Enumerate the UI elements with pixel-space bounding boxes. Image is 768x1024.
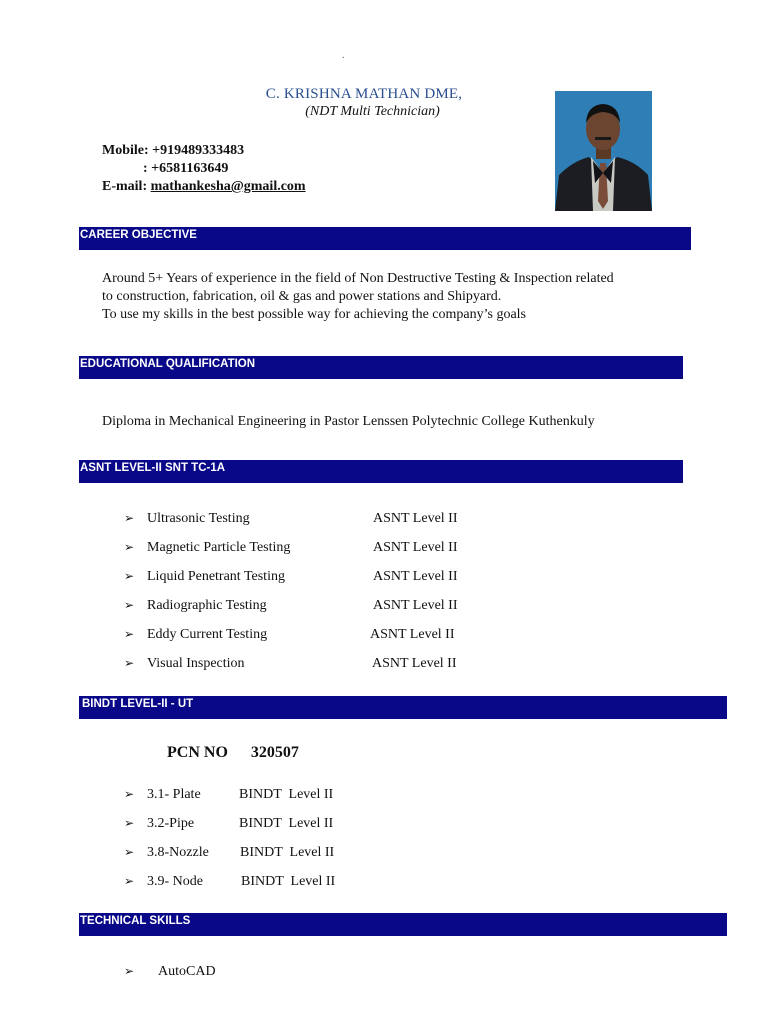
pcn-value: 320507 <box>250 744 299 761</box>
arrow-bullet-icon: ➢ <box>124 964 135 978</box>
mobile-number-1: +919489333483 <box>152 143 245 158</box>
asnt-bullet <box>124 627 134 643</box>
bindt-code: 3.9- Node <box>147 874 203 889</box>
arrow-bullet-icon: ➢ <box>124 816 135 830</box>
asnt-method: Radiographic Testing <box>147 598 267 613</box>
career-objective-line: To use my skills in the best possible way for achieving the company’s goals <box>102 307 527 322</box>
bindt-code: 3.2-Pipe <box>147 816 195 831</box>
section-header-bindt: BINDT LEVEL-II - UT <box>79 696 727 719</box>
bindt-bullet <box>124 845 134 861</box>
section-header-education: EDUCATIONAL QUALIFICATION <box>79 356 683 379</box>
candidate-role: (NDT Multi Technician) <box>305 104 440 119</box>
bindt-bullet <box>124 874 134 890</box>
section-header-career-objective: CAREER OBJECTIVE <box>79 227 691 250</box>
asnt-bullet <box>124 540 134 556</box>
section-header-asnt: ASNT LEVEL-II SNT TC-1A <box>79 460 683 483</box>
arrow-bullet-icon: ➢ <box>124 874 135 888</box>
email-link[interactable]: mathankesha@gmail.com <box>150 179 306 194</box>
pcn-label: PCN NO <box>167 744 228 761</box>
skill-item: AutoCAD <box>158 964 216 979</box>
profile-photo-illustration <box>555 91 652 211</box>
mobile-prefix: : <box>143 161 152 176</box>
header-dot: . <box>342 50 345 61</box>
arrow-bullet-icon: ➢ <box>124 511 135 525</box>
asnt-method: Eddy Current Testing <box>147 627 268 642</box>
career-objective-line: Around 5+ Years of experience in the field of Non Destructive Testing & Inspection related <box>102 271 614 286</box>
career-objective-line: to construction, fabrication, oil & gas and power stations and Shipyard. <box>102 289 502 304</box>
bindt-level: BINDT Level II <box>240 845 335 860</box>
asnt-method: Ultrasonic Testing <box>147 511 250 526</box>
asnt-method: Liquid Penetrant Testing <box>147 569 285 584</box>
bindt-level: BINDT Level II <box>239 787 334 802</box>
asnt-level: ASNT Level II <box>372 656 457 671</box>
asnt-level: ASNT Level II <box>373 540 458 555</box>
pcn-number <box>167 744 299 762</box>
bindt-bullet <box>124 787 134 803</box>
arrow-bullet-icon: ➢ <box>124 569 135 583</box>
asnt-method: Magnetic Particle Testing <box>147 540 291 555</box>
career-objective-text <box>102 270 614 324</box>
arrow-bullet-icon: ➢ <box>124 627 135 641</box>
mobile-number-2: +6581163649 <box>151 161 229 176</box>
profile-photo <box>555 91 652 211</box>
candidate-name: C. KRISHNA MATHAN DME, <box>265 86 463 102</box>
bindt-code: 3.1- Plate <box>147 787 201 802</box>
arrow-bullet-icon: ➢ <box>124 656 135 670</box>
bindt-level: BINDT Level II <box>239 816 334 831</box>
bindt-bullet <box>124 816 134 832</box>
asnt-bullet <box>124 569 134 585</box>
asnt-bullet <box>124 598 134 614</box>
arrow-bullet-icon: ➢ <box>124 598 135 612</box>
arrow-bullet-icon: ➢ <box>124 845 135 859</box>
mobile-label: Mobile: <box>102 143 153 158</box>
bindt-level: BINDT Level II <box>241 874 336 889</box>
asnt-bullet <box>124 511 134 527</box>
asnt-level: ASNT Level II <box>373 598 458 613</box>
skill-bullet <box>124 964 134 980</box>
arrow-bullet-icon: ➢ <box>124 787 135 801</box>
mobile-line-1 <box>102 143 244 159</box>
asnt-level: ASNT Level II <box>373 569 458 584</box>
mobile-line-2 <box>143 161 228 177</box>
email-line <box>102 179 306 195</box>
asnt-level: ASNT Level II <box>373 511 458 526</box>
section-header-technical-skills: TECHNICAL SKILLS <box>79 913 727 936</box>
bindt-code: 3.8-Nozzle <box>147 845 209 860</box>
asnt-level: ASNT Level II <box>370 627 455 642</box>
arrow-bullet-icon: ➢ <box>124 540 135 554</box>
asnt-bullet <box>124 656 134 672</box>
education-text: Diploma in Mechanical Engineering in Pastor Lenssen Polytechnic College Kuthenkuly <box>102 414 595 429</box>
email-label: E-mail: <box>102 179 151 194</box>
asnt-method: Visual Inspection <box>147 656 245 671</box>
